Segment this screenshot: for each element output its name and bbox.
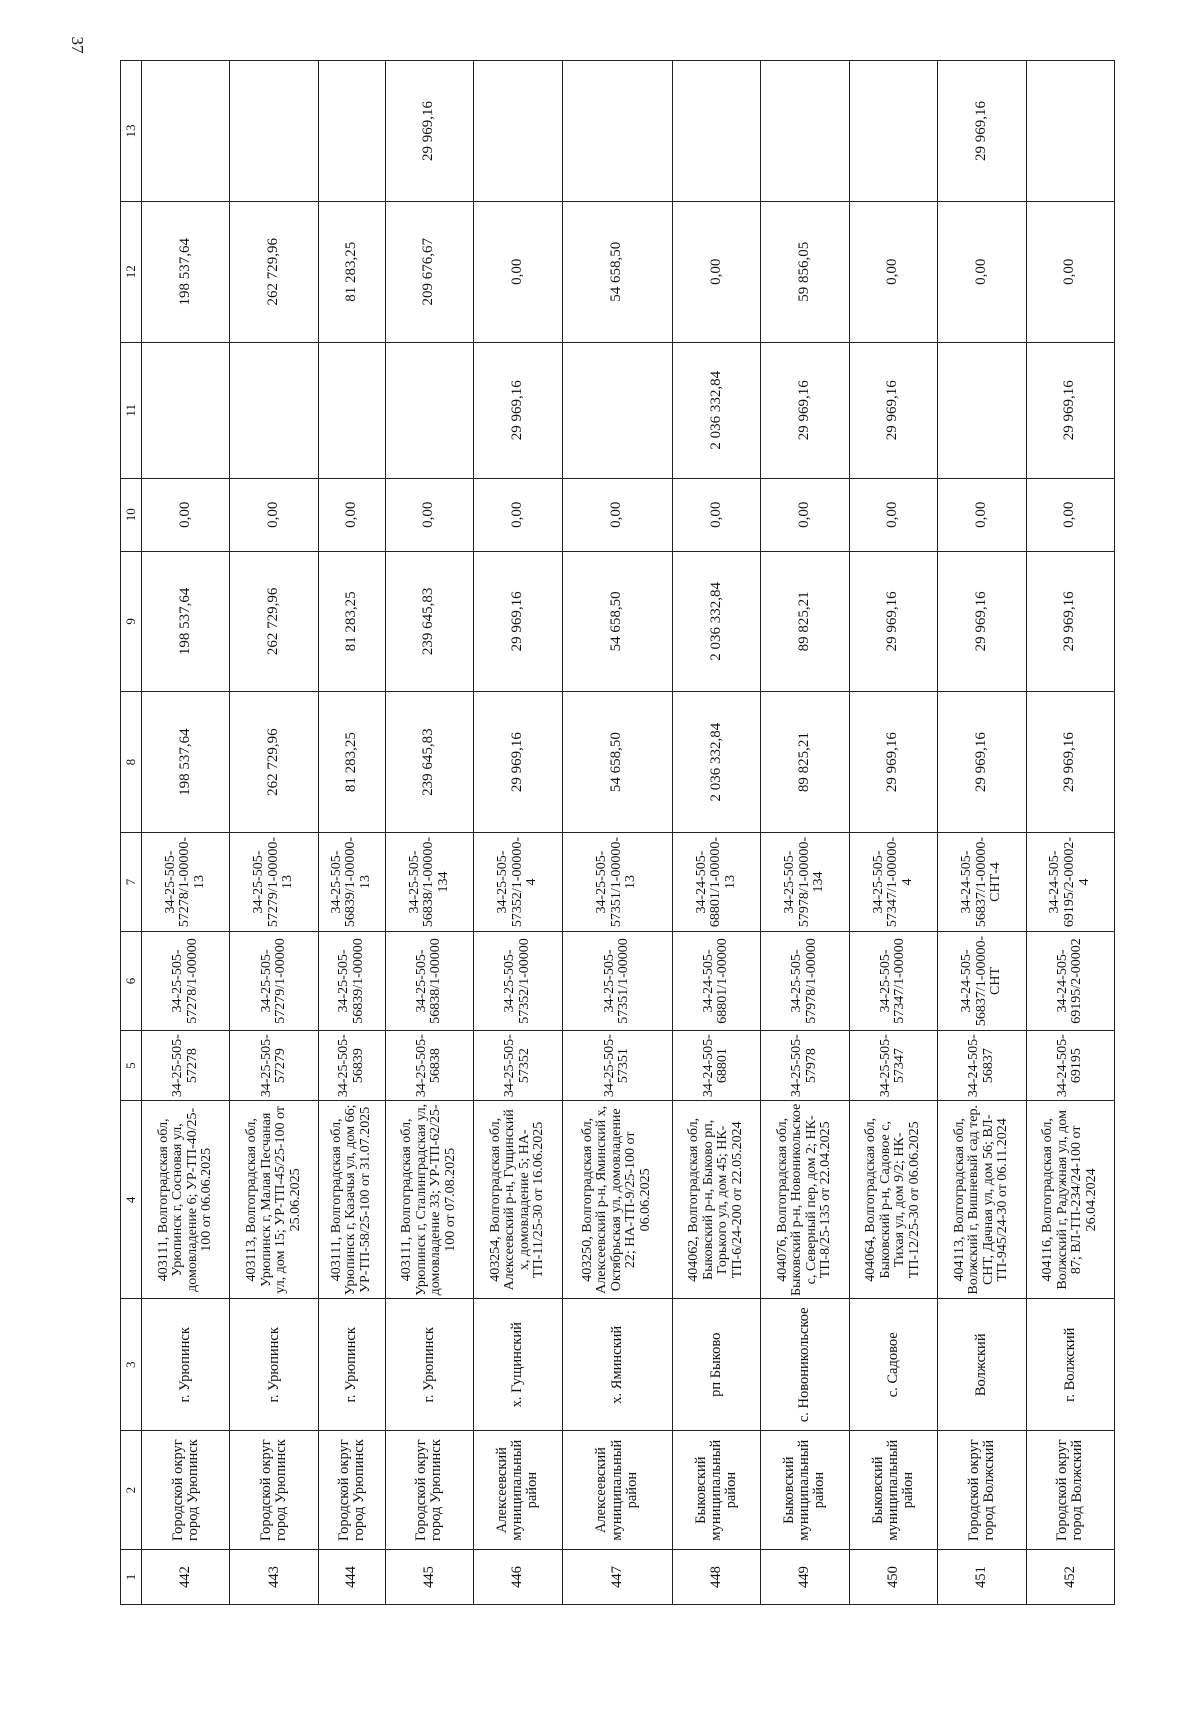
cell-col-4: 404116, Волгоградская обл, Волжский г, Радужная ул, дом 87; ВЛ-ТП-234/24-100 от 26.04.2024 bbox=[1026, 1101, 1114, 1299]
cell-col-5: 34-25-505-56838 bbox=[385, 1030, 473, 1100]
cell-col-5: 34-24-505-56837 bbox=[938, 1030, 1026, 1100]
cell-col-11: 29 969,16 bbox=[474, 342, 562, 478]
cell-col-1: 447 bbox=[562, 1550, 672, 1605]
cell-col-9: 54 658,50 bbox=[562, 551, 672, 692]
cell-col-10: 0,00 bbox=[318, 478, 385, 551]
column-header-7: 7 bbox=[121, 833, 142, 932]
header-row bbox=[121, 61, 142, 1605]
cell-col-7: 34-25-505-57279/1-00000-13 bbox=[230, 833, 318, 932]
cell-col-7: 34-25-505-57347/1-00000-4 bbox=[849, 833, 937, 932]
cell-col-12: 0,00 bbox=[1026, 201, 1114, 342]
table-body bbox=[142, 61, 1115, 1605]
cell-col-12: 0,00 bbox=[672, 201, 760, 342]
cell-col-9: 2 036 332,84 bbox=[672, 551, 760, 692]
cell-col-4: 404064, Волгоградская обл, Быковский р-н, Садовое с, Тихая ул, дом 9/2; НК-ТП-12/25-30 от 06.06.2025 bbox=[849, 1101, 937, 1299]
cell-col-11 bbox=[318, 342, 385, 478]
cell-col-9: 89 825,21 bbox=[761, 551, 849, 692]
cell-col-9: 29 969,16 bbox=[938, 551, 1026, 692]
cell-col-13 bbox=[1026, 61, 1114, 202]
cell-col-2: Городской округ город Урюпинск bbox=[318, 1431, 385, 1550]
cell-col-13 bbox=[142, 61, 230, 202]
cell-col-1: 449 bbox=[761, 1550, 849, 1605]
cell-col-12: 209 676,67 bbox=[385, 201, 473, 342]
table-row bbox=[672, 61, 760, 1605]
column-header-11: 11 bbox=[121, 342, 142, 478]
cell-col-1: 451 bbox=[938, 1550, 1026, 1605]
cell-col-13 bbox=[230, 61, 318, 202]
cell-col-3: г. Урюпинск bbox=[385, 1299, 473, 1431]
cell-col-10: 0,00 bbox=[938, 478, 1026, 551]
cell-col-6: 34-24-505-68801/1-00000 bbox=[672, 932, 760, 1031]
cell-col-2: Алексеевский муниципальный район bbox=[474, 1431, 562, 1550]
cell-col-8: 29 969,16 bbox=[1026, 692, 1114, 833]
cell-col-2: Городской округ город Урюпинск bbox=[142, 1431, 230, 1550]
cell-col-8: 29 969,16 bbox=[938, 692, 1026, 833]
cell-col-11 bbox=[142, 342, 230, 478]
cell-col-11: 29 969,16 bbox=[849, 342, 937, 478]
cell-col-1: 450 bbox=[849, 1550, 937, 1605]
cell-col-12: 0,00 bbox=[849, 201, 937, 342]
cell-col-5: 34-25-505-57278 bbox=[142, 1030, 230, 1100]
cell-col-2: Городской округ город Урюпинск bbox=[385, 1431, 473, 1550]
cell-col-10: 0,00 bbox=[230, 478, 318, 551]
cell-col-5: 34-25-505-56839 bbox=[318, 1030, 385, 1100]
cell-col-7: 34-25-505-56838/1-00000-134 bbox=[385, 833, 473, 932]
table-row bbox=[849, 61, 937, 1605]
cell-col-11: 2 036 332,84 bbox=[672, 342, 760, 478]
cell-col-8: 239 645,83 bbox=[385, 692, 473, 833]
cell-col-11 bbox=[230, 342, 318, 478]
cell-col-8: 198 537,64 bbox=[142, 692, 230, 833]
cell-col-7: 34-25-505-56839/1-00000-13 bbox=[318, 833, 385, 932]
cell-col-12: 81 283,25 bbox=[318, 201, 385, 342]
cell-col-1: 443 bbox=[230, 1550, 318, 1605]
table-row bbox=[562, 61, 672, 1605]
cell-col-1: 448 bbox=[672, 1550, 760, 1605]
cell-col-5: 34-24-505-68801 bbox=[672, 1030, 760, 1100]
cell-col-8: 2 036 332,84 bbox=[672, 692, 760, 833]
cell-col-12: 0,00 bbox=[474, 201, 562, 342]
cell-col-1: 445 bbox=[385, 1550, 473, 1605]
cell-col-3: рп Быково bbox=[672, 1299, 760, 1431]
cell-col-5: 34-25-505-57351 bbox=[562, 1030, 672, 1100]
cell-col-13 bbox=[761, 61, 849, 202]
cell-col-6: 34-24-505-69195/2-00002 bbox=[1026, 932, 1114, 1031]
table-row bbox=[938, 61, 1026, 1605]
column-header-4: 4 bbox=[121, 1101, 142, 1299]
cell-col-12: 198 537,64 bbox=[142, 201, 230, 342]
cell-col-11 bbox=[562, 342, 672, 478]
cell-col-12: 0,00 bbox=[938, 201, 1026, 342]
cell-col-1: 442 bbox=[142, 1550, 230, 1605]
cell-col-5: 34-24-505-69195 bbox=[1026, 1030, 1114, 1100]
cell-col-2: Быковский муниципальный район bbox=[672, 1431, 760, 1550]
cell-col-8: 54 658,50 bbox=[562, 692, 672, 833]
cell-col-3: г. Урюпинск bbox=[230, 1299, 318, 1431]
cell-col-3: г. Урюпинск bbox=[318, 1299, 385, 1431]
cell-col-4: 404062, Волгоградская обл, Быковский р-н, Быково рп, Горького ул, дом 45; НК-ТП-6/24-200 от 22.05.2024 bbox=[672, 1101, 760, 1299]
column-header-6: 6 bbox=[121, 932, 142, 1031]
cell-col-9: 262 729,96 bbox=[230, 551, 318, 692]
cell-col-13: 29 969,16 bbox=[938, 61, 1026, 202]
cell-col-3: с. Садовое bbox=[849, 1299, 937, 1431]
column-header-2: 2 bbox=[121, 1431, 142, 1550]
cell-col-8: 29 969,16 bbox=[474, 692, 562, 833]
table-row bbox=[230, 61, 318, 1605]
cell-col-6: 34-24-505-56837/1-00000-СНТ bbox=[938, 932, 1026, 1031]
cell-col-8: 89 825,21 bbox=[761, 692, 849, 833]
cell-col-3: х. Яминский bbox=[562, 1299, 672, 1431]
column-header-13: 13 bbox=[121, 61, 142, 202]
cell-col-6: 34-25-505-56839/1-00000 bbox=[318, 932, 385, 1031]
cell-col-4: 403250, Волгоградская обл, Алексеевский р-н, Яминский х, Октябрьская ул, домовладение 22; НА-ТП-9/25-100 от 06.06.2025 bbox=[562, 1101, 672, 1299]
cell-col-5: 34-25-505-57352 bbox=[474, 1030, 562, 1100]
cell-col-11: 29 969,16 bbox=[761, 342, 849, 478]
table-row bbox=[761, 61, 849, 1605]
cell-col-7: 34-25-505-57352/1-00000-4 bbox=[474, 833, 562, 932]
cell-col-4: 403113, Волгоградская обл, Урюпинск г, Малая Песчаная ул, дом 15; УР-ТП-45/25-100 от 25.06.2025 bbox=[230, 1101, 318, 1299]
page-number: 37 bbox=[68, 36, 87, 54]
cell-col-10: 0,00 bbox=[761, 478, 849, 551]
cell-col-4: 403111, Волгоградская обл, Урюпинск г, Сталинградская ул, домовладение 33; УР-ТП-62/25-100 от 07.08.2025 bbox=[385, 1101, 473, 1299]
cell-col-2: Городской округ город Урюпинск bbox=[230, 1431, 318, 1550]
cell-col-11: 29 969,16 bbox=[1026, 342, 1114, 478]
cell-col-5: 34-25-505-57347 bbox=[849, 1030, 937, 1100]
cell-col-2: Быковский муниципальный район bbox=[849, 1431, 937, 1550]
cell-col-4: 403111, Волгоградская обл, Урюпинск г, Сосновая ул, домовладение 6; УР-ТП-40/25-100 от 06.06.2025 bbox=[142, 1101, 230, 1299]
table-row bbox=[474, 61, 562, 1605]
cell-col-6: 34-25-505-57347/1-00000 bbox=[849, 932, 937, 1031]
cell-col-13: 29 969,16 bbox=[385, 61, 473, 202]
cell-col-7: 34-25-505-57278/1-00000-13 bbox=[142, 833, 230, 932]
cell-col-8: 81 283,25 bbox=[318, 692, 385, 833]
column-header-5: 5 bbox=[121, 1030, 142, 1100]
cell-col-7: 34-24-505-68801/1-00000-13 bbox=[672, 833, 760, 932]
cell-col-6: 34-25-505-57978/1-00000 bbox=[761, 932, 849, 1031]
cell-col-5: 34-25-505-57279 bbox=[230, 1030, 318, 1100]
cell-col-3: с. Новоникольское bbox=[761, 1299, 849, 1431]
cell-col-9: 81 283,25 bbox=[318, 551, 385, 692]
table-container bbox=[120, 60, 1115, 1605]
cell-col-3: г. Волжский bbox=[1026, 1299, 1114, 1431]
cell-col-10: 0,00 bbox=[142, 478, 230, 551]
cell-col-1: 452 bbox=[1026, 1550, 1114, 1605]
cell-col-13 bbox=[562, 61, 672, 202]
cell-col-9: 29 969,16 bbox=[474, 551, 562, 692]
cell-col-6: 34-25-505-57352/1-00000 bbox=[474, 932, 562, 1031]
cell-col-2: Алексеевский муниципальный район bbox=[562, 1431, 672, 1550]
cell-col-11 bbox=[938, 342, 1026, 478]
cell-col-7: 34-25-505-57351/1-00000-13 bbox=[562, 833, 672, 932]
cell-col-6: 34-25-505-57278/1-00000 bbox=[142, 932, 230, 1031]
cell-col-13 bbox=[672, 61, 760, 202]
column-header-12: 12 bbox=[121, 201, 142, 342]
cell-col-13 bbox=[318, 61, 385, 202]
table-row bbox=[385, 61, 473, 1605]
cell-col-3: г. Урюпинск bbox=[142, 1299, 230, 1431]
cell-col-4: 404113, Волгоградская обл, Волжский г, Вишневый сад тер. СНТ, Дачная ул, дом 56; ВЛ-ТП-945/24-30 от 06.11.2024 bbox=[938, 1101, 1026, 1299]
cell-col-2: Городской округ город Волжский bbox=[938, 1431, 1026, 1550]
column-header-8: 8 bbox=[121, 692, 142, 833]
column-header-3: 3 bbox=[121, 1299, 142, 1431]
cell-col-10: 0,00 bbox=[562, 478, 672, 551]
cell-col-6: 34-25-505-57351/1-00000 bbox=[562, 932, 672, 1031]
table-row bbox=[142, 61, 230, 1605]
table-row bbox=[318, 61, 385, 1605]
cell-col-5: 34-25-505-57978 bbox=[761, 1030, 849, 1100]
column-header-1: 1 bbox=[121, 1550, 142, 1605]
cell-col-2: Городской округ город Волжский bbox=[1026, 1431, 1114, 1550]
cell-col-10: 0,00 bbox=[1026, 478, 1114, 551]
cell-col-10: 0,00 bbox=[672, 478, 760, 551]
column-header-10: 10 bbox=[121, 478, 142, 551]
cell-col-7: 34-24-505-69195/2-00002-4 bbox=[1026, 833, 1114, 932]
cell-col-4: 403111, Волгоградская обл, Урюпинск г, Казачья ул, дом 66; УР-ТП-58/25-100 от 31.07.2025 bbox=[318, 1101, 385, 1299]
column-header-9: 9 bbox=[121, 551, 142, 692]
cell-col-8: 29 969,16 bbox=[849, 692, 937, 833]
cell-col-4: 403254, Волгоградская обл, Алексеевский р-н, Гущинский х, домовладение 5; НА-ТП-11/25-30 от 16.06.2025 bbox=[474, 1101, 562, 1299]
cell-col-13 bbox=[474, 61, 562, 202]
cell-col-10: 0,00 bbox=[474, 478, 562, 551]
cell-col-9: 198 537,64 bbox=[142, 551, 230, 692]
cell-col-9: 239 645,83 bbox=[385, 551, 473, 692]
cell-col-1: 444 bbox=[318, 1550, 385, 1605]
cell-col-6: 34-25-505-56838/1-00000 bbox=[385, 932, 473, 1031]
cell-col-3: х. Гущинский bbox=[474, 1299, 562, 1431]
cell-col-8: 262 729,96 bbox=[230, 692, 318, 833]
cell-col-12: 54 658,50 bbox=[562, 201, 672, 342]
cell-col-7: 34-25-505-57978/1-00000-134 bbox=[761, 833, 849, 932]
cell-col-10: 0,00 bbox=[385, 478, 473, 551]
cell-col-11 bbox=[385, 342, 473, 478]
cell-col-9: 29 969,16 bbox=[849, 551, 937, 692]
cell-col-13 bbox=[849, 61, 937, 202]
register-table bbox=[120, 60, 1115, 1605]
cell-col-10: 0,00 bbox=[849, 478, 937, 551]
cell-col-12: 59 856,05 bbox=[761, 201, 849, 342]
cell-col-7: 34-24-505-56837/1-00000-СНТ-4 bbox=[938, 833, 1026, 932]
cell-col-12: 262 729,96 bbox=[230, 201, 318, 342]
cell-col-6: 34-25-505-57279/1-00000 bbox=[230, 932, 318, 1031]
cell-col-9: 29 969,16 bbox=[1026, 551, 1114, 692]
cell-col-4: 404076, Волгоградская обл, Быковский р-н, Новоникольское с, Северный пер, дом 2; НК-ТП-8/25-135 от 22.04.2025 bbox=[761, 1101, 849, 1299]
table-row bbox=[1026, 61, 1114, 1605]
cell-col-3: Волжский bbox=[938, 1299, 1026, 1431]
cell-col-2: Быковский муниципальный район bbox=[761, 1431, 849, 1550]
cell-col-1: 446 bbox=[474, 1550, 562, 1605]
